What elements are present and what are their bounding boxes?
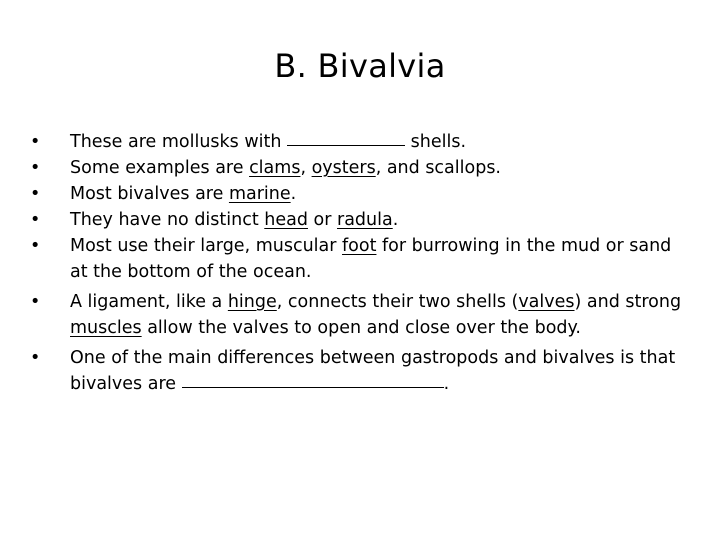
underlined-term: valves	[518, 292, 575, 312]
bullet-icon: •	[30, 132, 41, 152]
underlined-term: hinge	[227, 292, 277, 312]
bullet-item: • Most use their large, muscular foot for burrowing in the mud or sand at the bottom of the ocean.	[30, 233, 690, 285]
bullet-item: • These are mollusks with shells.	[30, 129, 690, 155]
bullet-item: • Some examples are clams, oysters, and scallops.	[30, 155, 690, 181]
slide-title: B. Bivalvia	[274, 47, 446, 85]
underlined-term: clams	[249, 158, 301, 178]
bullet-icon: •	[30, 184, 41, 204]
bullet-icon: •	[30, 236, 41, 256]
underlined-term: foot	[342, 236, 377, 256]
bullet-item: • A ligament, like a hinge, connects their two shells (valves) and strong muscles allow the valves to open and close over the body.	[30, 289, 690, 341]
bullet-item: • Most bivalves are marine.	[30, 181, 690, 207]
bullet-icon: •	[30, 158, 41, 178]
bullet-item: • One of the main differences between gastropods and bivalves is that bivalves are .	[30, 345, 690, 397]
bullet-list	[30, 129, 690, 397]
fill-in-blank	[182, 386, 444, 388]
underlined-term: marine	[228, 184, 291, 204]
underlined-term: head	[264, 210, 308, 230]
bullet-item: • They have no distinct head or radula.	[30, 207, 690, 233]
bullet-icon: •	[30, 292, 41, 312]
fill-in-blank	[287, 144, 405, 146]
bullet-icon: •	[30, 210, 41, 230]
bullet-icon: •	[30, 348, 41, 368]
underlined-term: muscles	[70, 318, 142, 338]
underlined-term: radula	[337, 210, 393, 230]
underlined-term: oysters	[311, 158, 376, 178]
